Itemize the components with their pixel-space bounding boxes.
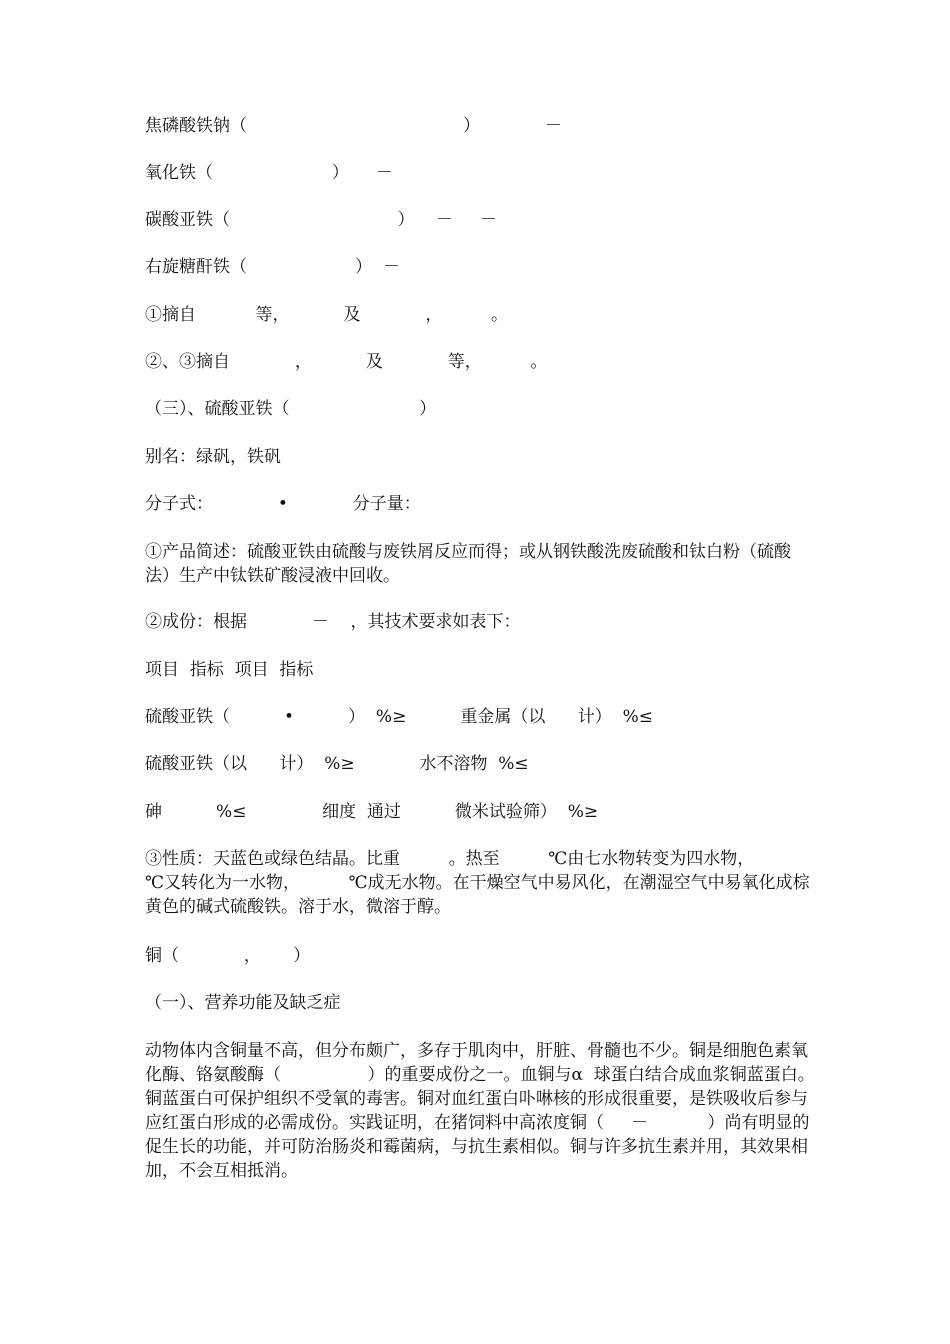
table-row-1: 硫酸亚铁（ • ） %≥ 重金属（以 计） %≤ — [145, 707, 653, 727]
text-line-source-note-1: ①摘自 等， 及 ， 。 — [145, 305, 508, 325]
table-row-3: 砷 %≤ 细度 通过 微米试验筛） %≥ — [145, 802, 599, 822]
text-line-alias: 别名：绿矾，铁矾 — [145, 447, 281, 467]
paragraph-copper-function: 动物体内含铜量不高，但分布颇广，多存于肌肉中，肝脏、骨髓也不少。铜是细胞色素氧化酶、铬氨酸酶（ ）的重要成份之一。血铜与α 球蛋白结合成血浆铜蓝蛋白。铜蓝蛋白可保护组织不受氧的毒害。铜对血红蛋白卟啉核的形成很重要，是铁吸收后参与应红蛋白形成的必需成份。实践证明，在猪饲料中高浓度铜（ － ）尚有明显的促生长的功能，并可防治肠炎和霉菌病，与抗生素相似。铜与许多抗生素并用，其效果相加，不会互相抵消。 — [145, 1041, 815, 1181]
text-line-ferrous-carbonate: 碳酸亚铁（ ） － － — [145, 210, 498, 230]
text-line-formula: 分子式： • 分子量： — [145, 494, 421, 514]
paragraph-properties: ③性质：天蓝色或绿色结晶。比重 。热至 ℃由七水物转变为四水物， ℃又转化为一水物， ℃成无水物。在干燥空气中易风化，在潮湿空气中易氧化成棕黄色的碱式硫酸铁。溶于水，微溶于醇。 — [145, 849, 810, 917]
subsection-heading-nutrition: （一）、营养功能及缺乏症 — [145, 993, 341, 1013]
text-line-iron-oxide: 氧化铁（ ） － — [145, 163, 393, 183]
text-line-iron-dextran: 右旋糖酐铁（ ） － — [145, 257, 400, 277]
paragraph-product-description: ①产品简述：硫酸亚铁由硫酸与废铁屑反应而得；或从钢铁酸洗废硫酸和钛白粉（硫酸法）生产中钛铁矿酸浸液中回收。 — [145, 542, 791, 586]
text-line-source-note-2: ②、③摘自 ， 及 等， 。 — [145, 352, 548, 372]
section-heading-ferrous-sulfate: （三）、硫酸亚铁（ ） — [145, 399, 437, 419]
table-header-line: 项目 指标 项目 指标 — [145, 660, 314, 680]
text-line-composition: ②成份：根据 － ，其技术要求如表下： — [145, 612, 521, 632]
text-line-sodium-iron-pyrophosphate: 焦磷酸铁钠（ ） － — [145, 116, 562, 136]
section-heading-copper: 铜（ ， ） — [145, 946, 311, 966]
table-row-2: 硫酸亚铁（以 计） %≥ 水不溶物 %≤ — [145, 754, 529, 774]
